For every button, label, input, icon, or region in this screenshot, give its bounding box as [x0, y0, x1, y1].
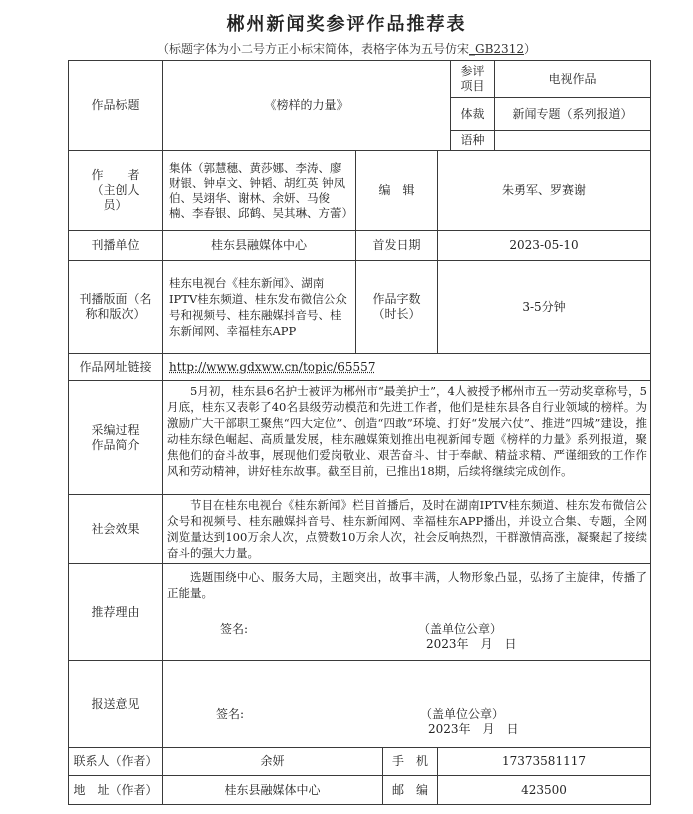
- publisher-value: 桂东县融媒体中心: [210, 238, 307, 252]
- subtitle-suffix: ）: [523, 42, 536, 56]
- effect-value: 节目在桂东电视台《桂东新闻》栏目首播后，及时在湖南IPTV桂东频道、桂东发布微信公众号和视频号、桂东融媒抖音号、桂东新闻网、幸福桂东APP播出，并设立合集、专题，全网浏览量达到100万余人次，点赞数10万余人次，社会反响热烈，干群激情高涨，凝聚起了接续奋斗的强大力量。: [167, 498, 647, 560]
- url-label: 作品网址链接: [79, 359, 152, 374]
- address-value: 桂东县融媒体中心: [224, 782, 321, 797]
- work-title-label: 作品标题: [91, 98, 140, 112]
- reason-value: 选题围绕中心、服务大局，主题突出，故事丰满，人物形象凸显，弘扬了主旋律，传播了正能量。: [167, 570, 647, 600]
- opinion-seal: （盖单位公章）: [420, 707, 505, 721]
- table-border-right: [650, 60, 651, 805]
- author-value: 集体（郭慧穗、黄莎娜、李涛、廖财银、钟卓文、钟韬、胡红英 钟凤伯、吴翊华、谢林、余妍、马俊楠、李春银、邱鹤、吴其琳、方蕾）: [169, 160, 353, 220]
- url-value[interactable]: http://www.gdxww.cn/topic/65557: [169, 359, 376, 374]
- opinion-date: 2023年 月 日: [428, 722, 519, 736]
- first-date-value: 2023-05-10: [509, 238, 579, 252]
- work-title-value: 《榜样的力量》: [264, 98, 349, 112]
- genre-value: 新闻专题（系列报道）: [512, 106, 633, 121]
- publisher-label: 刊播单位: [91, 238, 140, 252]
- form-subtitle: [0, 40, 693, 57]
- author-label: 作 者（主创人员）: [91, 168, 140, 212]
- table-border-bottom: [68, 804, 651, 805]
- edition-label: 刊播版面（名称和版次）: [79, 292, 152, 321]
- reason-date: 2023年 月 日: [426, 637, 517, 651]
- opinion-label: 报送意见: [91, 696, 140, 711]
- word-count-value: 3-5分钟: [522, 299, 566, 314]
- opinion-sign-label: 签名:: [216, 707, 245, 721]
- editor-label: 编 辑: [378, 183, 415, 197]
- first-date-label: 首发日期: [372, 238, 421, 252]
- contact-value: 余妍: [260, 754, 285, 768]
- reason-seal: （盖单位公章）: [418, 622, 503, 636]
- genre-label: 体裁: [460, 106, 485, 121]
- reason-label: 推荐理由: [91, 604, 140, 619]
- editor-value: 朱勇军、罗赛谢: [501, 183, 586, 197]
- category-value: 电视作品: [548, 71, 597, 86]
- postcode-value: 423500: [521, 782, 567, 797]
- intro-label: 采编过程作品简介: [91, 422, 140, 452]
- effect-label: 社会效果: [91, 521, 140, 536]
- word-count-label: 作品字数（时长）: [372, 292, 421, 321]
- language-label: 语种: [460, 133, 485, 147]
- category-label: 参评项目: [460, 64, 485, 93]
- phone-label: 手 机: [391, 754, 428, 768]
- reason-sign-label: 签名:: [220, 622, 249, 636]
- intro-value: 5月初，桂东县6名护士被评为郴州市“最美护士”，4人被授予郴州市五一劳动奖章称号，5月底，桂东又表彰了40名县级劳动模范和先进工作者，他们是桂东县各自行业领域的榜样。为激励广大干部职工聚焦“四大定位”、创造“四敢”环境、打好“发展六仗”、推进“四城”建设，推动桂东绿色崛起、高质量发展，桂东融媒策划推出电视新闻专题《榜样的力量》系列报道，聚焦他们的奋斗故事，展现他们爱岗敬业、艰苦奋斗、甘于奉献、精益求精、严谨细致的工作作风和劳动精神，讲好桂东故事。截至目前，已推出18期，后续将继续完成创作。: [167, 384, 647, 478]
- form-title: 郴州新闻奖参评作品推荐表: [226, 14, 467, 35]
- subtitle-code: _GB2312: [469, 42, 524, 56]
- url-link[interactable]: [163, 354, 650, 380]
- postcode-label: 邮 编: [391, 782, 428, 797]
- address-label: 地 址（作者）: [73, 782, 158, 797]
- phone-value: 17373581117: [502, 754, 586, 768]
- subtitle-prefix: （标题字体为小二号方正小标宋简体，表格字体为五号仿宋: [157, 42, 470, 56]
- contact-label: 联系人（作者）: [73, 754, 158, 768]
- language-value: [495, 131, 650, 150]
- edition-value: 桂东电视台《桂东新闻》、湖南IPTV桂东频道、桂东发布微信公众号和视频号、桂东融媒抖音号、桂东新闻网、幸福桂东APP: [169, 276, 347, 338]
